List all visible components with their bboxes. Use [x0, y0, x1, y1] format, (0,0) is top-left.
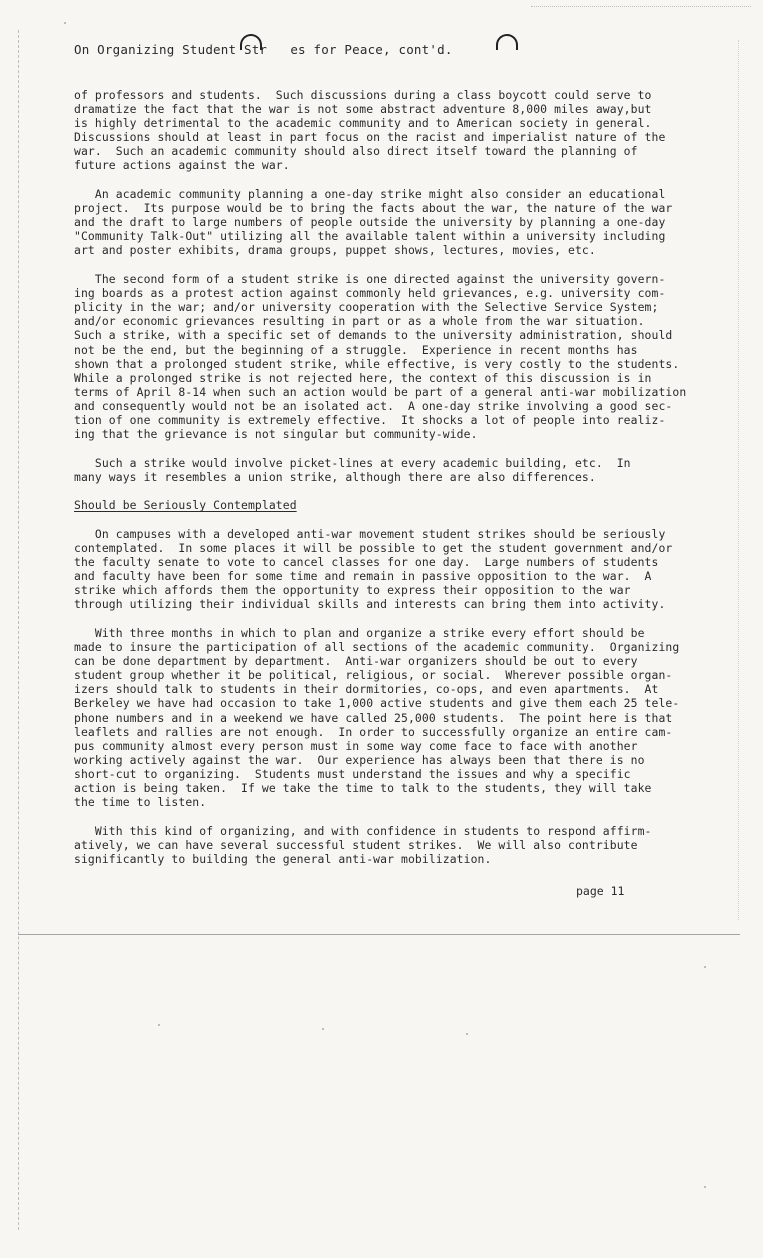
text-line: plicity in the war; and/or university cooperation with the Selective Service System;	[74, 300, 659, 315]
text-line: made to insure the participation of all sections of the academic community. Organizing	[74, 640, 680, 655]
paper-speck	[64, 22, 66, 24]
top-edge-dots	[531, 6, 751, 7]
text-line: ing that the grievance is not singular but community-wide.	[74, 427, 478, 442]
text-line: shown that a prolonged student strike, while effective, is very costly to the students.	[74, 356, 680, 371]
paragraph	[74, 626, 686, 809]
text-line: With this kind of organizing, and with confidence in students to respond affirm-	[74, 823, 652, 838]
text-line: art and poster exhibits, drama groups, puppet shows, lectures, movies, etc.	[74, 243, 596, 258]
paragraph	[74, 272, 686, 441]
paragraph-gap	[74, 512, 686, 527]
text-line: strike which affords them the opportunity to express their opposition to the war	[74, 583, 631, 598]
text-line: While a prolonged strike is not rejected here, the context of this discussion is in	[74, 370, 652, 385]
text-line: and faculty have been for some time and remain in passive opposition to the war. A	[74, 569, 652, 584]
right-margin-line	[738, 40, 739, 920]
text-line: Such a strike, with a specific set of demands to the university administration, should	[74, 328, 673, 343]
text-line: pus community almost every person must in some way come face to face with another	[74, 738, 638, 753]
text-line: ing boards as a protest action against commonly held grievances, e.g. university com-	[74, 286, 666, 301]
paper-speck	[322, 1028, 324, 1030]
text-line: significantly to building the general anti-war mobilization.	[74, 851, 492, 866]
text-line: the time to listen.	[74, 795, 207, 810]
text-line: is highly detrimental to the academic community and to American society in general.	[74, 116, 652, 131]
paragraph	[74, 88, 686, 173]
paragraph	[74, 824, 686, 866]
section-subheading: Should be Seriously Contemplated	[74, 498, 297, 513]
text-line: leaflets and rallies are not enough. In order to successfully organize an entire cam-	[74, 724, 673, 739]
page-fold-line	[18, 934, 740, 935]
paper-speck	[704, 1186, 706, 1188]
text-line: and consequently would not be an isolated act. A one-day strike involving a good sec-	[74, 398, 673, 413]
paragraph-gap	[74, 173, 686, 188]
paper-speck	[466, 1033, 468, 1035]
text-line: project. Its purpose would be to bring the facts about the war, the nature of the war	[74, 201, 673, 216]
text-line: phone numbers and in a weekend we have called 25,000 students. The point here is that	[74, 710, 673, 725]
paragraph-gap	[74, 484, 686, 499]
text-line: contemplated. In some places it will be possible to get the student government and/or	[74, 541, 673, 556]
text-line: and/or economic grievances resulting in part or as a whole from the war situation.	[74, 314, 645, 329]
text-line: can be done department by department. Anti-war organizers should be out to every	[74, 654, 638, 669]
text-line: and the draft to large numbers of people outside the university by planning a one-day	[74, 215, 666, 230]
text-line: Berkeley we have had occasion to take 1,000 active students and give them each 25 tele-	[74, 696, 680, 711]
text-line: On campuses with a developed anti-war movement student strikes should be seriously	[74, 526, 666, 541]
running-header: On Organizing Student Str es for Peace, cont'd.	[74, 42, 453, 57]
text-line: future actions against the war.	[74, 158, 290, 173]
text-line: "Community Talk-Out" utilizing all the available talent within a university including	[74, 229, 666, 244]
text-line: An academic community planning a one-day strike might also consider an educational	[74, 187, 666, 202]
text-line: the faculty senate to vote to cancel classes for one day. Large numbers of students	[74, 555, 659, 570]
left-margin-line	[18, 30, 19, 1230]
text-line: through utilizing their individual skills and interests can bring them into activity.	[74, 597, 666, 612]
text-line: atively, we can have several successful student strikes. We will also contribute	[74, 837, 638, 852]
paragraph	[74, 187, 686, 257]
text-line: tion of one community is extremely effective. It shocks a lot of people into realiz-	[74, 412, 666, 427]
page-number: page 11	[576, 884, 625, 898]
text-line: many ways it resembles a union strike, although there are also differences.	[74, 469, 596, 484]
paragraph	[74, 456, 686, 484]
text-line: Such a strike would involve picket-lines at every academic building, etc. In	[74, 455, 631, 470]
text-line: war. Such an academic community should also direct itself toward the planning of	[74, 144, 638, 159]
text-line: terms of April 8-14 when such an action would be part of a general anti-war mobilization	[74, 384, 687, 399]
text-line: The second form of a student strike is one directed against the university govern-	[74, 272, 666, 287]
text-line: Discussions should at least in part focus on the racist and imperialist nature of the	[74, 130, 666, 145]
paper-speck	[704, 966, 706, 968]
document-body	[74, 88, 686, 866]
paragraph-gap	[74, 612, 686, 627]
paragraph-gap	[74, 441, 686, 456]
text-line: short-cut to organizing. Students must understand the issues and why a specific	[74, 766, 631, 781]
paragraph	[74, 527, 686, 612]
paragraph-gap	[74, 809, 686, 824]
text-line: izers should talk to students in their dormitories, co-ops, and even apartments. At	[74, 682, 659, 697]
text-line: dramatize the fact that the war is not some abstract adventure 8,000 miles away,but	[74, 102, 652, 117]
paper-speck	[158, 1024, 160, 1026]
paragraph-gap	[74, 258, 686, 273]
binding-hole-icon	[496, 34, 518, 50]
text-line: With three months in which to plan and organize a strike every effort should be	[74, 626, 645, 640]
text-line: student group whether it be political, religious, or social. Wherever possible organ-	[74, 668, 673, 683]
text-line: action is being taken. If we take the time to talk to the students, they will take	[74, 781, 652, 796]
text-line: working actively against the war. Our experience has always been that there is no	[74, 752, 645, 767]
text-line: not be the end, but the beginning of a struggle. Experience in recent months has	[74, 342, 638, 357]
text-line: of professors and students. Such discussions during a class boycott could serve to	[74, 88, 652, 102]
